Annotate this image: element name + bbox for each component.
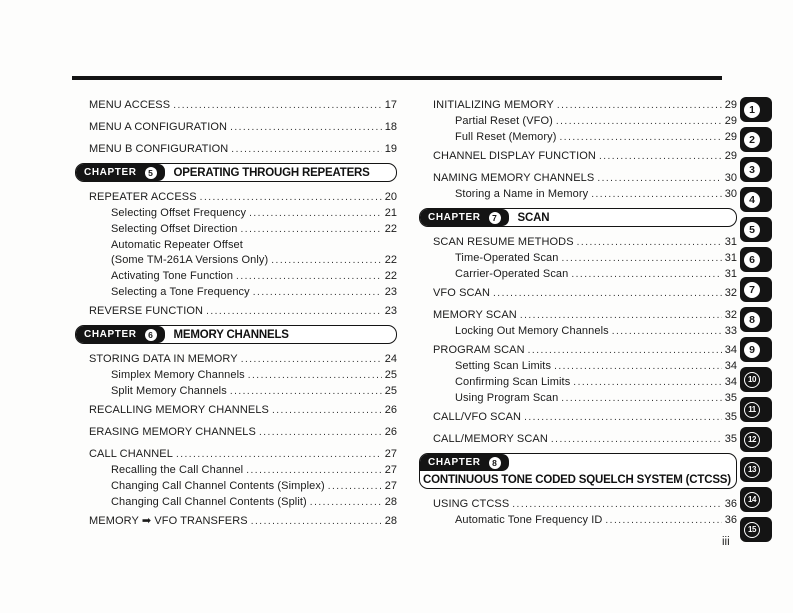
- side-tab-11: [740, 397, 772, 422]
- toc-entry-page: 27: [384, 464, 397, 476]
- toc-entry-page: 33: [724, 325, 737, 337]
- toc-entry: [75, 385, 397, 398]
- dot-leader: [249, 208, 382, 220]
- dot-leader: [241, 354, 382, 366]
- toc-entry: [419, 325, 737, 338]
- toc-entry: [75, 254, 397, 267]
- toc-entry-label: Carrier-Operated Scan: [455, 268, 569, 280]
- toc-entry-label: Activating Tone Function: [111, 270, 234, 282]
- side-tab-9: [740, 337, 772, 362]
- dot-leader: [512, 499, 721, 511]
- toc-entry: [419, 115, 737, 128]
- dot-leader: [577, 237, 722, 249]
- dot-leader: [230, 122, 382, 134]
- toc-entry: [419, 498, 737, 511]
- tab-number-badge: 5: [744, 222, 760, 238]
- toc-entry-label: MENU B CONFIGURATION: [89, 143, 229, 155]
- dot-leader: [272, 405, 382, 417]
- toc-entry: [75, 143, 397, 156]
- dot-leader: [206, 306, 382, 318]
- toc-entry-label: MEMORY ➡ VFO TRANSFERS: [89, 515, 248, 527]
- chapter-number-badge: 6: [145, 329, 157, 341]
- toc-entry: [419, 309, 737, 322]
- dot-leader: [573, 377, 721, 389]
- toc-entry: [75, 305, 397, 318]
- side-tab-12: [740, 427, 772, 452]
- toc-entry-label: PROGRAM SCAN: [433, 344, 525, 356]
- dot-leader: [520, 310, 722, 322]
- toc-entry: [75, 191, 397, 204]
- tab-number-badge: 4: [744, 192, 760, 208]
- toc-entry-label: Selecting Offset Frequency: [111, 207, 247, 219]
- toc-entry-page: 31: [724, 236, 737, 248]
- toc-entry-label: NAMING MEMORY CHANNELS: [433, 172, 595, 184]
- toc-entry-page: 23: [384, 286, 397, 298]
- dot-leader: [241, 224, 382, 236]
- toc-entry: [75, 121, 397, 134]
- chapter-word: CHAPTER: [428, 212, 481, 223]
- toc-entry-page: 24: [384, 353, 397, 365]
- toc-entry: [75, 464, 397, 477]
- side-tab-3: [740, 157, 772, 182]
- tab-number-badge: 15: [744, 522, 760, 538]
- toc-entry: [75, 353, 397, 366]
- chapter-header-line2: [420, 471, 736, 488]
- side-tab-4: [740, 187, 772, 212]
- toc-entry-page: 18: [384, 121, 397, 133]
- tab-number-badge: 6: [744, 252, 760, 268]
- toc-entry-page: 26: [384, 404, 397, 416]
- toc-entry-page: 34: [724, 344, 737, 356]
- chapter-word: CHAPTER: [428, 457, 481, 468]
- toc-entry-page: 31: [724, 268, 737, 280]
- toc-entry-label: VFO SCAN: [433, 287, 491, 299]
- dot-leader: [561, 393, 721, 405]
- side-tab-8: [740, 307, 772, 332]
- toc-entry: [419, 268, 737, 281]
- side-tab-5: [740, 217, 772, 242]
- chapter-tab: [420, 454, 509, 471]
- tab-number-badge: 2: [744, 132, 760, 148]
- toc-entry: [75, 207, 397, 220]
- toc-entry-page: 29: [724, 115, 737, 127]
- toc-column-left: [75, 90, 397, 528]
- toc-entry: [419, 287, 737, 300]
- toc-entry-page: 25: [384, 369, 397, 381]
- toc-entry-page: 34: [724, 360, 737, 372]
- toc-entry: [419, 131, 737, 144]
- top-rule-divider: [72, 76, 722, 80]
- chapter-title: OPERATING THROUGH REPEATERS: [173, 166, 370, 179]
- chapter-number-badge: 8: [489, 457, 501, 469]
- toc-column-right: [419, 90, 737, 527]
- toc-entry: [419, 411, 737, 424]
- toc-entry-page: 30: [724, 188, 737, 200]
- tab-number-badge: 9: [744, 342, 760, 358]
- toc-entry-page: 32: [724, 287, 737, 299]
- toc-entry: [419, 236, 737, 249]
- dot-leader: [253, 287, 382, 299]
- toc-entry-label: ERASING MEMORY CHANNELS: [89, 426, 256, 438]
- toc-entry-label: Confirming Scan Limits: [455, 376, 571, 388]
- dot-leader: [310, 497, 382, 509]
- toc-entry: [419, 514, 737, 527]
- toc-entry: [75, 99, 397, 112]
- chapter-title: MEMORY CHANNELS: [173, 328, 289, 341]
- dot-leader: [493, 288, 722, 300]
- toc-entry: [419, 252, 737, 265]
- toc-entry-label: REPEATER ACCESS: [89, 191, 197, 203]
- toc-entry: [419, 172, 737, 185]
- toc-entry-label: MENU A CONFIGURATION: [89, 121, 228, 133]
- chapter-header: [419, 453, 737, 489]
- toc-entry-label: USING CTCSS: [433, 498, 510, 510]
- dot-leader: [231, 144, 381, 156]
- side-tab-6: [740, 247, 772, 272]
- dot-leader: [200, 192, 382, 204]
- toc-entry: [419, 99, 737, 112]
- toc-entry-label: INITIALIZING MEMORY: [433, 99, 554, 111]
- chapter-word: CHAPTER: [84, 329, 137, 340]
- dot-leader: [599, 151, 722, 163]
- side-tab-2: [740, 127, 772, 152]
- toc-entry-label: Selecting a Tone Frequency: [111, 286, 250, 298]
- toc-entry: [419, 150, 737, 163]
- toc-entry-label: Setting Scan Limits: [455, 360, 552, 372]
- toc-entry: [75, 286, 397, 299]
- chapter-number-badge: 7: [489, 212, 501, 224]
- toc-entry-label: Changing Call Channel Contents (Simplex): [111, 480, 325, 492]
- toc-entry-page: 22: [384, 223, 397, 235]
- dot-leader: [551, 434, 722, 446]
- toc-entry: [75, 496, 397, 509]
- page-number: iii: [722, 536, 730, 548]
- toc-entry-label: MEMORY SCAN: [433, 309, 517, 321]
- toc-entry: [75, 369, 397, 382]
- chapter-title: CONTINUOUS TONE CODED SQUELCH SYSTEM (CTCSS): [423, 473, 731, 486]
- dot-leader: [556, 116, 722, 128]
- dot-leader: [259, 427, 382, 439]
- toc-entry: [419, 344, 737, 357]
- tab-number-badge: 8: [744, 312, 760, 328]
- toc-entry-label: Split Memory Channels: [111, 385, 227, 397]
- side-tab-1: [740, 97, 772, 122]
- chapter-header-line1: [420, 454, 736, 471]
- dot-leader: [571, 269, 721, 281]
- toc-entry-label: RECALLING MEMORY CHANNELS: [89, 404, 269, 416]
- toc-entry-page: 25: [384, 385, 397, 397]
- toc-entry: [75, 223, 397, 236]
- toc-entry-page: 27: [384, 480, 397, 492]
- dot-leader: [251, 516, 382, 528]
- dot-leader: [176, 449, 382, 461]
- toc-entry: [419, 433, 737, 446]
- toc-entry-page: 34: [724, 376, 737, 388]
- toc-entry-page: 27: [384, 448, 397, 460]
- tab-number-badge: 10: [744, 372, 760, 388]
- chapter-header: [419, 208, 737, 227]
- toc-entry-label: SCAN RESUME METHODS: [433, 236, 574, 248]
- toc-entry-label: CHANNEL DISPLAY FUNCTION: [433, 150, 596, 162]
- toc-entry-label: Time-Operated Scan: [455, 252, 559, 264]
- side-tab-13: [740, 457, 772, 482]
- dot-leader: [591, 189, 722, 201]
- toc-entry-label: Locking Out Memory Channels: [455, 325, 609, 337]
- toc-entry-label: Automatic Repeater Offset: [111, 239, 243, 251]
- toc-entry-label: (Some TM-261A Versions Only): [111, 254, 269, 266]
- toc-entry-page: 20: [384, 191, 397, 203]
- toc-entry: [419, 360, 737, 373]
- dot-leader: [524, 412, 722, 424]
- toc-entry-page: 19: [384, 143, 397, 155]
- toc-entry-label: CALL CHANNEL: [89, 448, 173, 460]
- toc-entry-page: 31: [724, 252, 737, 264]
- toc-entry-label: CALL/MEMORY SCAN: [433, 433, 548, 445]
- dot-leader: [248, 370, 382, 382]
- toc-entry: [75, 404, 397, 417]
- toc-entry: [75, 448, 397, 461]
- dot-leader: [562, 253, 722, 265]
- toc-entry-label: STORING DATA IN MEMORY: [89, 353, 238, 365]
- dot-leader: [597, 173, 721, 185]
- chapter-number-badge: 5: [145, 167, 157, 179]
- tab-number-badge: 12: [744, 432, 760, 448]
- toc-entry-page: 17: [384, 99, 397, 111]
- toc-entry-label: Storing a Name in Memory: [455, 188, 589, 200]
- toc-entry: [75, 515, 397, 528]
- dot-leader: [528, 345, 722, 357]
- toc-entry-label: Automatic Tone Frequency ID: [455, 514, 603, 526]
- dot-leader: [271, 255, 381, 267]
- toc-entry: [75, 480, 397, 493]
- toc-entry-label: Selecting Offset Direction: [111, 223, 238, 235]
- dot-leader: [173, 100, 382, 112]
- dot-leader: [328, 481, 382, 493]
- toc-entry-page: 29: [724, 150, 737, 162]
- chapter-title: SCAN: [517, 211, 550, 224]
- toc-entry-page: 22: [384, 270, 397, 282]
- toc-entry-label: MENU ACCESS: [89, 99, 171, 111]
- chapter-tab: [76, 164, 165, 181]
- tab-number-badge: 1: [744, 102, 760, 118]
- toc-entry-label: Partial Reset (VFO): [455, 115, 553, 127]
- toc-entry-page: 35: [724, 392, 737, 404]
- dot-leader: [554, 361, 722, 373]
- dot-leader: [605, 515, 721, 527]
- dot-leader: [230, 386, 382, 398]
- tab-number-badge: 14: [744, 492, 760, 508]
- toc-entry-page: 28: [384, 515, 397, 527]
- dot-leader: [612, 326, 722, 338]
- toc-entry-page: 35: [724, 433, 737, 445]
- chapter-word: CHAPTER: [84, 167, 137, 178]
- toc-entry-label: Changing Call Channel Contents (Split): [111, 496, 307, 508]
- toc-entry-label: Recalling the Call Channel: [111, 464, 244, 476]
- tab-number-badge: 13: [744, 462, 760, 478]
- toc-entry-page: 36: [724, 498, 737, 510]
- tab-number-badge: 11: [744, 402, 760, 418]
- dot-leader: [557, 100, 722, 112]
- toc-entry-page: 23: [384, 305, 397, 317]
- tab-number-badge: 7: [744, 282, 760, 298]
- toc-entry-page: 29: [724, 99, 737, 111]
- toc-entry-page: 32: [724, 309, 737, 321]
- dot-leader: [246, 465, 382, 477]
- toc-entry-page: 35: [724, 411, 737, 423]
- toc-entry-page: 29: [724, 131, 737, 143]
- chapter-header: [75, 325, 397, 344]
- tab-number-badge: 3: [744, 162, 760, 178]
- toc-entry: [75, 426, 397, 439]
- chapter-tab: [420, 209, 509, 226]
- chapter-header: [75, 163, 397, 182]
- toc-entry: [419, 392, 737, 405]
- toc-entry-label: REVERSE FUNCTION: [89, 305, 204, 317]
- toc-entry: [75, 239, 397, 251]
- toc-entry-page: 36: [724, 514, 737, 526]
- toc-entry-page: 28: [384, 496, 397, 508]
- side-tab-14: [740, 487, 772, 512]
- dot-leader: [560, 132, 722, 144]
- chapter-index-tabs: [740, 97, 772, 542]
- toc-entry-label: CALL/VFO SCAN: [433, 411, 522, 423]
- toc-entry: [419, 188, 737, 201]
- toc-entry-label: Using Program Scan: [455, 392, 559, 404]
- toc-entry-page: 30: [724, 172, 737, 184]
- toc-entry-page: 22: [384, 254, 397, 266]
- toc-entry: [75, 270, 397, 283]
- side-tab-7: [740, 277, 772, 302]
- toc-entry-page: 26: [384, 426, 397, 438]
- toc-entry-label: Simplex Memory Channels: [111, 369, 245, 381]
- toc-entry: [419, 376, 737, 389]
- chapter-tab: [76, 326, 165, 343]
- side-tab-10: [740, 367, 772, 392]
- toc-entry-label: Full Reset (Memory): [455, 131, 557, 143]
- toc-entry-page: 21: [384, 207, 397, 219]
- side-tab-15: [740, 517, 772, 542]
- dot-leader: [236, 271, 382, 283]
